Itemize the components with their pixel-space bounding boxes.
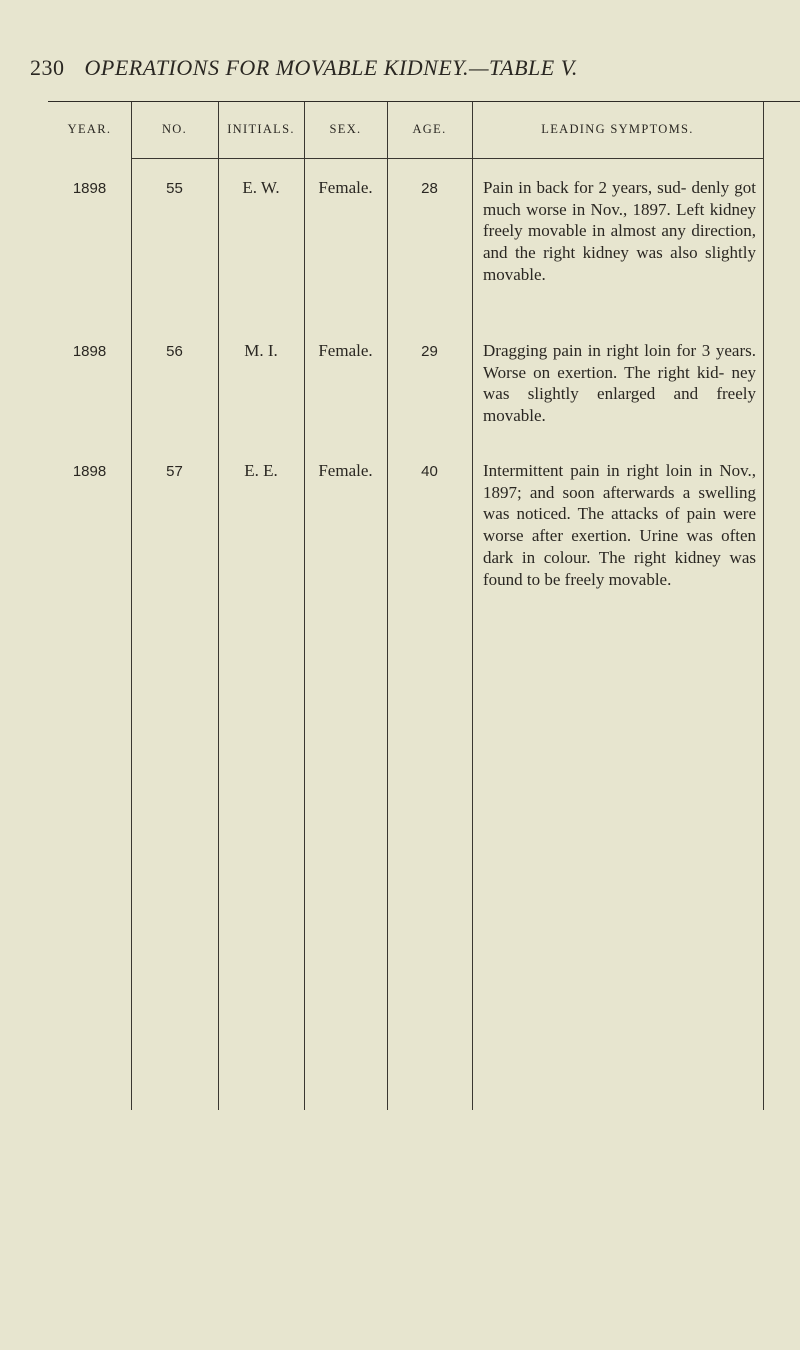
column-divider [131,102,132,1110]
cell-sex: Female. [318,341,373,360]
cell-no: 57 [166,463,183,480]
column-divider [304,102,305,1110]
header-rule [472,158,763,159]
header-rule [387,158,472,159]
header-rule [304,158,387,159]
cell-symptoms: Dragging pain in right loin for 3 years. Worse on exertion. The right kid- ney was slightly enlarged and freely movable. [483,341,756,426]
cell-sex: Female. [318,461,373,480]
running-title: OPERATIONS FOR MOVABLE KIDNEY.—TABLE V. [84,55,578,80]
column-divider [387,102,388,1110]
header-initials: INITIALS. [227,122,295,136]
page-number: 230 [30,55,65,80]
column-divider [763,102,764,1110]
header-sex: SEX. [329,122,362,136]
page-header [30,55,578,81]
header-rule [218,158,304,159]
cell-initials: E. W. [242,178,280,197]
header-year: YEAR. [67,122,112,136]
cell-sex: Female. [318,178,373,197]
column-divider [218,102,219,1110]
cell-age: 28 [421,180,438,197]
cell-year: 1898 [72,343,107,360]
header-symptoms: LEADING SYMPTOMS. [541,122,694,136]
column-divider [472,102,473,1110]
cell-no: 55 [166,180,183,197]
cell-year: 1898 [72,463,107,480]
header-no: NO. [161,122,188,136]
header-rule [131,158,218,159]
cell-initials: M. I. [244,341,278,360]
cell-symptoms: Intermittent pain in right loin in Nov., 1897; and soon afterwards a swelling was noticed. The attacks of pain were worse after exertion. Urine was often dark in colour. The right kidney was found to be freely movable. [483,461,756,589]
header-age: AGE. [412,122,447,136]
cell-age: 29 [421,343,438,360]
cell-no: 56 [166,343,183,360]
table-top-rule [48,101,800,102]
cell-age: 40 [421,463,438,480]
cell-year: 1898 [72,180,107,197]
cell-initials: E. E. [244,461,278,480]
cell-symptoms: Pain in back for 2 years, sud- denly got much worse in Nov., 1897. Left kidney freely movable in almost any direction, and the right kidney was also slightly movable. [483,178,756,284]
